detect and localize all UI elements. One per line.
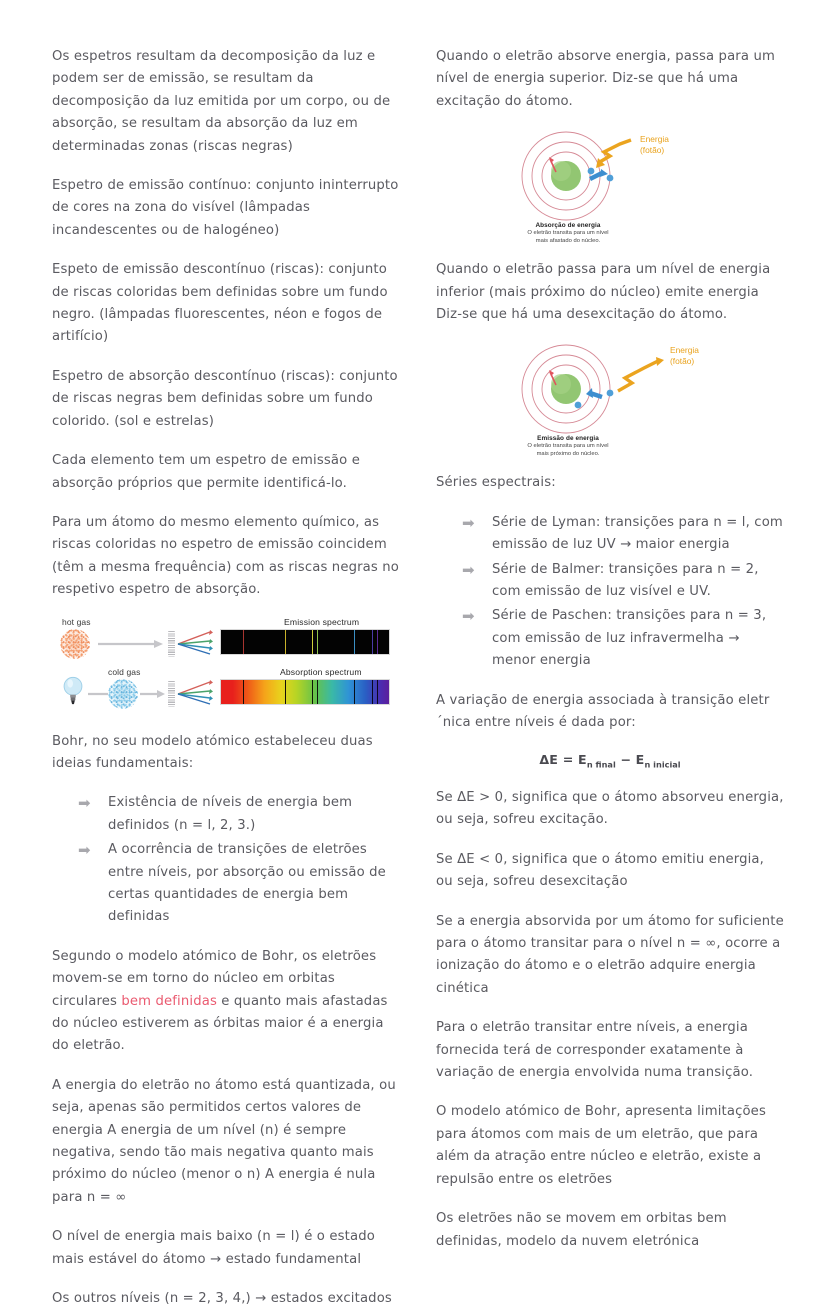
list-item-label: Série de Lyman: transições para n = l, com emissão de luz UV → maior energia <box>492 514 783 553</box>
list-item-label: Série de Paschen: transições para n = 3, com emissão de luz infravermelha → menor energia <box>492 608 767 669</box>
arrow-bullet-icon: ➡ <box>462 513 475 532</box>
list-item <box>78 792 400 837</box>
paragraph-ionization: Se a energia absorvida por um átomo for suficiente para o átomo transitar para o nível n = ∞, ocorre a ionização do átomo e o eletrão adquire energia cinética <box>436 913 784 996</box>
absorption-spectrum-band <box>220 679 390 705</box>
caption-title-emission: Emissão de energia <box>537 435 599 443</box>
paragraph-excited-states: Os outros níveis (n = 2, 3, 4,) → estados excitados <box>52 1291 392 1307</box>
caption-line2: mais próximo do núcleo. <box>536 451 600 458</box>
paragraph-spectra-intro: Os espetros resultam da decomposição da luz e podem ser de emissão, se resultam da decomposição da luz emitida por um corpo, ou de absorção, se resultam da absorção da luz em determinadas zonas (riscas negras) <box>52 49 391 154</box>
bohr-ideas-list <box>52 792 400 928</box>
cold-gas-cloud-icon <box>108 679 138 709</box>
arrow-bullet-icon: ➡ <box>462 607 475 626</box>
light-bulb-icon <box>62 675 84 705</box>
caption-line2: mais afastado do núcleo. <box>535 237 601 244</box>
list-item <box>462 512 784 557</box>
energy-label-line2: (fotão) <box>670 356 695 367</box>
arrow-bullet-icon: ➡ <box>462 560 475 579</box>
paragraph-electron-emits: Quando o eletrão passa para um nível de energia inferior (mais próximo do núcleo) emite energia Diz-se que há uma desexcitação do átomo. <box>436 262 771 323</box>
emission-spectrum-title: Emission spectrum <box>284 616 360 627</box>
paragraph-delta-negative: Se ΔE < 0, significa que o átomo emitiu energia, ou seja, sofreu desexcitação <box>436 851 765 890</box>
arrow-bullet-icon: ➡ <box>78 794 91 813</box>
caption-line1: O eletrão transita para um nível <box>527 230 609 237</box>
highlighted-text-bem-definidas: bem definidas <box>121 993 217 1009</box>
spectrum-diagram-figure <box>52 616 392 715</box>
arrow-right-icon-a <box>88 689 108 699</box>
list-item <box>78 839 400 929</box>
paragraph-ground-state: O nível de energia mais baixo (n = l) é o estado mais estável do átomo → estado fundamental <box>52 1229 375 1267</box>
diffraction-grating-icon-2 <box>168 681 175 707</box>
arrow-right-icon <box>98 639 164 649</box>
paragraph-exact-energy: Para o eletrão transitar entre níveis, a energia fornecida terá de corresponder exatamente à variação de energia envolvida numa transição. <box>436 1020 754 1081</box>
paragraph-quantized-energy: A energia do eletrão no átomo está quantizada, ou seja, apenas são permitidos certos valores de energia A energia de um nível (n) é sempre negativa, sendo tão mais negativa quanto mais próximo do núcleo (menor o n) A energia é nula para n = ∞ <box>52 1077 396 1205</box>
formula-delta-part: ΔE = E <box>539 751 587 767</box>
list-item <box>462 605 784 672</box>
absorption-spectrum-title: Absorption spectrum <box>280 666 362 677</box>
paragraph-discontinuous-absorption: Espetro de absorção descontínuo (riscas): conjunto de riscas negras bem definidas sobre um fundo colorido. (sol e estrelas) <box>52 368 398 429</box>
paragraph-electron-absorbs: Quando o eletrão absorve energia, passa para um nível de energia superior. Diz-se que há uma excitação do átomo. <box>436 49 775 109</box>
caption-line1: O eletrão transita para um nível <box>527 443 609 450</box>
hot-gas-cloud-icon <box>60 629 90 659</box>
paragraph-bohr-limitations: O modelo atómico de Bohr, apresenta limitações para átomos com mais de um eletrão, que para além da atração entre núcleo e eletrão, existe a repulsão entre os eletrões <box>436 1104 766 1187</box>
two-column-layout <box>52 46 788 1310</box>
delta-energy-formula <box>436 752 784 770</box>
diffraction-grating-icon <box>168 631 175 657</box>
formula-sub-final: n final <box>586 759 616 770</box>
paragraph-discontinuous-emission: Espeto de emissão descontínuo (riscas): conjunto de riscas coloridas bem definidas sobre um fundo negro. (lâmpadas fluorescentes, néon e fogos de artifício) <box>52 262 388 345</box>
caption-title-absorption: Absorção de energia <box>535 222 601 230</box>
caption-sub-absorption <box>453 230 683 245</box>
bohr-atom-absorption-diagram <box>498 130 728 226</box>
list-item-label: Existência de níveis de energia bem definidos (n = l, 2, 3.) <box>108 795 353 833</box>
light-rays-icon-2 <box>177 679 213 707</box>
caption-sub-emission <box>453 443 683 458</box>
spectral-series-list <box>436 512 784 673</box>
absorption-spectrum-row <box>52 666 392 713</box>
cold-gas-label: cold gas <box>108 666 141 677</box>
left-column <box>52 46 400 1310</box>
paragraph-energy-variation-intro: A variação de energia associada à transição eletr´nica entre níveis é dada por: <box>436 692 770 731</box>
energy-label-line2: (fotão) <box>640 145 665 156</box>
paragraph-bohr-model-orbits <box>52 946 400 1058</box>
paragraph-bohr-intro: Bohr, no seu modelo atómico estabeleceu duas ideias fundamentais: <box>52 733 373 771</box>
list-item-label: Série de Balmer: transições para n = 2, com emissão de luz visível e UV. <box>492 561 759 600</box>
energy-label-line1: Energia <box>670 345 699 356</box>
emission-spectrum-band <box>220 629 390 655</box>
energy-label-line1: Energia <box>640 134 669 145</box>
right-column <box>436 46 784 1253</box>
formula-sub-initial: n inicial <box>644 759 681 770</box>
text-after-highlight: e quanto mais afastadas do núcleo estiverem as órbitas maior é a energia do eletrão. <box>52 993 388 1054</box>
energy-label-emission <box>670 345 699 367</box>
paragraph-electron-cloud: Os eletrões não se movem em orbitas bem definidas, modelo da nuvem eletrónica <box>436 1211 727 1249</box>
heading-spectral-series: Séries espectrais: <box>436 475 556 491</box>
energy-label-absorption <box>640 134 669 156</box>
arrow-bullet-icon: ➡ <box>78 841 91 860</box>
paragraph-same-element-lines: Para um átomo do mesmo elemento químico, as riscas coloridas no espetro de emissão coincidem (têm a mesma frequência) com as riscas negras no respetivo espetro de absorção. <box>52 514 399 598</box>
light-rays-icon <box>177 629 213 657</box>
list-item <box>462 559 784 604</box>
paragraph-element-identification: Cada elemento tem um espetro de emissão e absorção próprios que permite identificá-lo. <box>52 453 360 491</box>
paragraph-delta-positive: Se ΔE > 0, significa que o átomo absorveu energia, ou seja, sofreu excitação. <box>436 790 784 828</box>
text-before-highlight: Segundo o modelo atómico de Bohr, os eletrões movem-se em torno do núcleo em orbitas circulares <box>52 948 377 1009</box>
emission-atom-figure <box>498 343 728 458</box>
hot-gas-label: hot gas <box>62 616 91 627</box>
formula-minus-part: − E <box>615 751 645 767</box>
absorption-atom-figure <box>498 130 728 245</box>
emission-spectrum-row <box>52 616 392 663</box>
paragraph-continuous-emission: Espetro de emissão contínuo: conjunto ininterrupto de cores na zona do visível (lâmpadas incandescentes ou de halogéneo) <box>52 178 399 238</box>
arrow-right-icon-b <box>140 689 166 699</box>
list-item-label: A ocorrência de transições de eletrões entre níveis, por absorção ou emissão de certas quantidades de energia bem definidas <box>108 842 386 925</box>
